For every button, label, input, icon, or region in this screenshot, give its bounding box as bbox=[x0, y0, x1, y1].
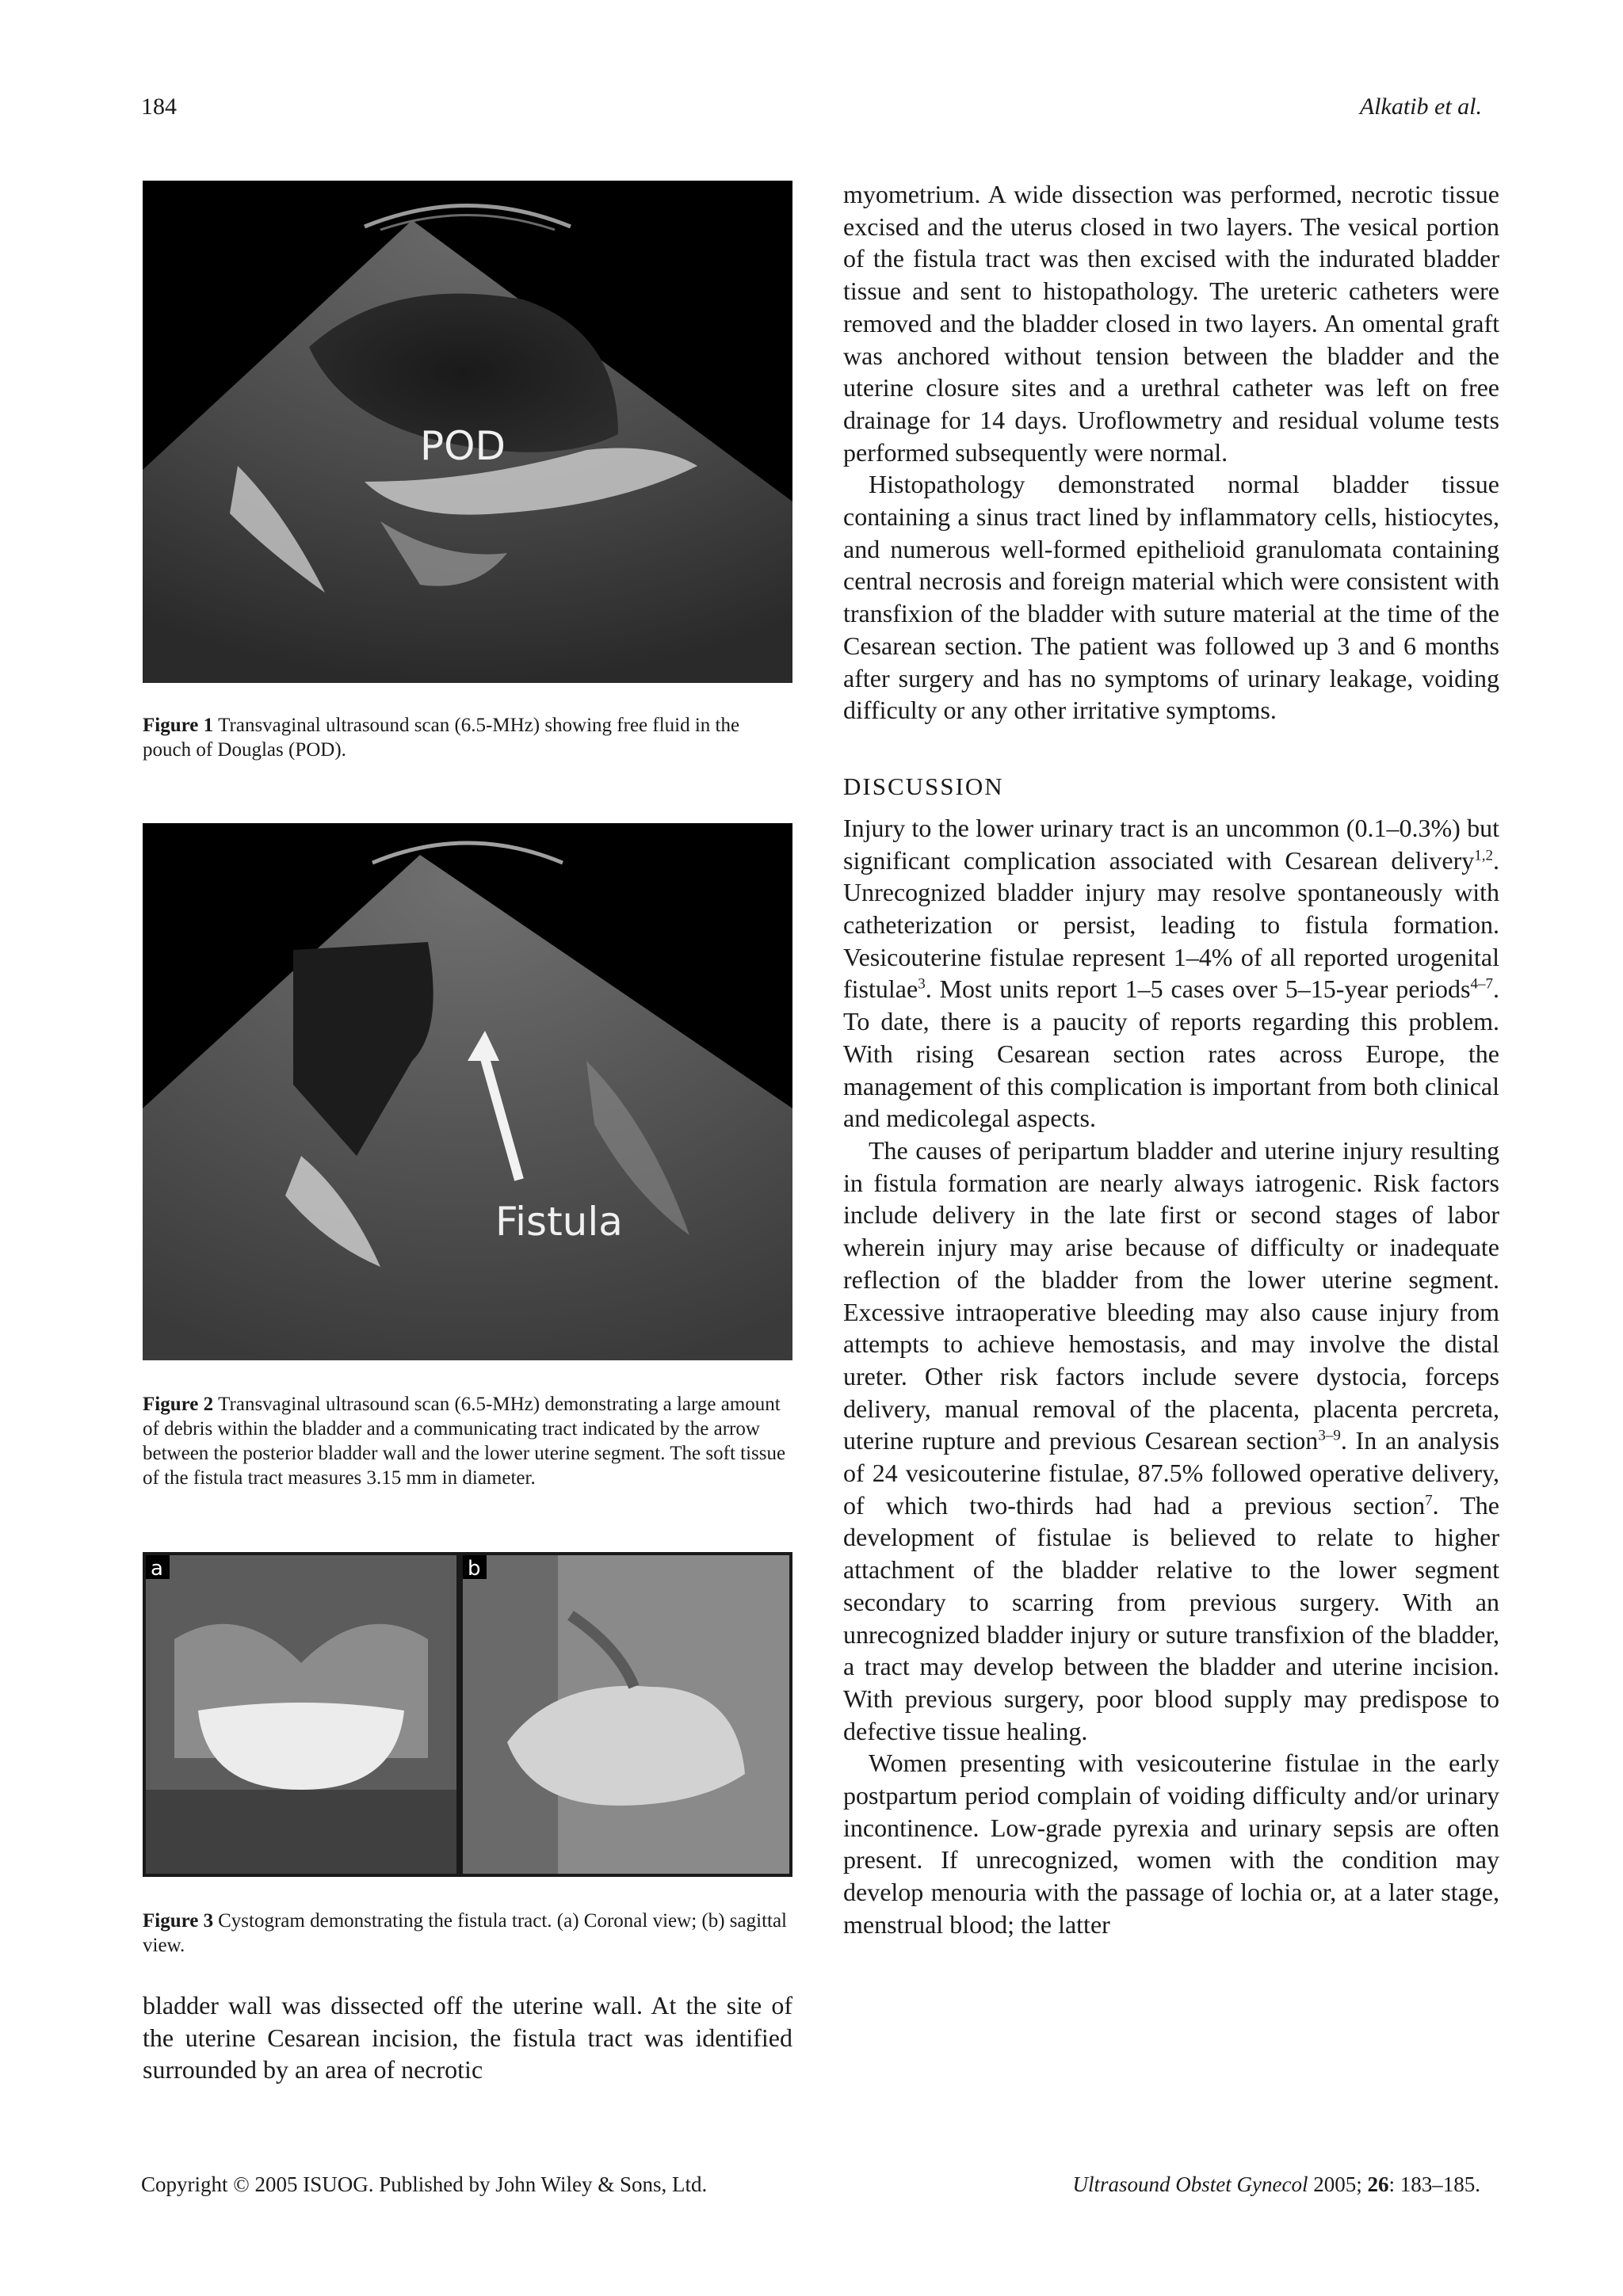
discussion-paragraph-1 bbox=[843, 812, 1499, 1135]
figure-2-caption bbox=[143, 1392, 792, 1490]
results-paragraph-1: myometrium. A wide dissection was performed, necrotic tissue excised and the uterus closed in two layers. The vesical portion of the fistula tract was then excised with the indurated bladder tissue and sent to histopathology. The ureteric catheters were removed and the bladder closed in two layers. An omental graft was anchored without tension between the bladder and the uterine closure sites and a urethral catheter was left on free drainage for 14 days. Uroflowmetry and residual volume tests performed subsequently were normal. bbox=[843, 180, 1499, 467]
citation-sup: 1,2 bbox=[1474, 847, 1493, 864]
page-footer bbox=[141, 2172, 1480, 2201]
journal-volume: 26 bbox=[1367, 2172, 1389, 2196]
discussion-p2-text-a: The causes of peripartum bladder and uterine injury resulting in fistula formation are nearly always iatrogenic. Risk factors include delivery in the late first or second stages of labor wherein injury may arise because of difficulty or inadequate reflection of the bladder from the lower uterine segment. Excessive intraoperative bleeding may also cause injury from attempts to achieve hemostasis, and may involve the distal ureter. Other risk factors include severe dystocia, forceps delivery, manual removal of the placenta, placenta percreta, uterine rupture and previous Cesarean section bbox=[843, 1135, 1499, 1455]
discussion-p1-text-c: . Most units report 1–5 cases over 5–15-year periods bbox=[925, 974, 1471, 1004]
figure-2-caption-text: Transvaginal ultrasound scan (6.5-MHz) demonstrating a large amount of debris within the bladder and a communicating tract indicated by the arrow between the posterior bladder wall and the lower uterine segment. The soft tissue of the fistula tract measures 3.15 mm in diameter. bbox=[143, 1394, 786, 1489]
left-column bbox=[143, 181, 792, 2086]
page-number: 184 bbox=[141, 93, 177, 120]
discussion-p1-text-b: . Unrecognized bladder injury may resolve spontaneously with catheterization or persist, leading to fistula formation. Vesicouterine fistulae represent 1–4% of all reported urogenital fistulae bbox=[843, 845, 1499, 1004]
citation-sup: 4–7 bbox=[1470, 975, 1493, 993]
discussion-p2-text-c: . The development of fistulae is believed to relate to higher attachment of the bladder relative to the lower segment secondary to scarring from previous surgery. With an unrecognized bladder injury or suture transfixion of the bladder, a tract may develop between the bladder and uterine incision. With previous surgery, poor blood supply may predispose to defective tissue healing. bbox=[843, 1490, 1500, 1745]
figure-1-caption bbox=[143, 713, 792, 762]
right-column bbox=[843, 178, 1499, 1941]
figure-2-image bbox=[143, 823, 792, 1360]
discussion-p2-text-b: . In an analysis of 24 vesicouterine fistulae, 87.5% followed operative delivery, of which two-thirds had had a previous section bbox=[843, 1426, 1500, 1520]
discussion-paragraph-2 bbox=[843, 1135, 1499, 1747]
journal-name: Ultrasound Obstet Gynecol bbox=[1072, 2172, 1308, 2196]
figure-1-caption-text: Transvaginal ultrasound scan (6.5-MHz) showing free fluid in the pouch of Douglas (POD). bbox=[143, 715, 740, 761]
cystogram-panels bbox=[143, 1552, 792, 1877]
discussion-heading: DISCUSSION bbox=[843, 772, 1004, 800]
figure-3-caption bbox=[143, 1909, 792, 1958]
copyright-notice: Copyright © 2005 ISUOG. Published by John Wiley & Sons, Ltd. bbox=[141, 2172, 708, 2196]
journal-year: 2005; bbox=[1313, 2172, 1362, 2196]
figure-3-image bbox=[143, 1552, 792, 1877]
results-paragraph-2: Histopathology demonstrated normal bladder tissue containing a sinus tract lined by inflammatory cells, histiocytes, and numerous well-formed epithelioid granulomata containing central necrosis and foreign material which were consistent with transfixion of the bladder with suture material at the time of the Cesarean section. The patient was followed up 3 and 6 months after surgery and has no symptoms of urinary leakage, voiding difficulty or any other irritative symptoms. bbox=[843, 470, 1499, 725]
ultrasound-pod-illustration bbox=[143, 181, 792, 683]
figure-3-label: Figure 3 bbox=[143, 1910, 214, 1932]
journal-pages: : 183–185. bbox=[1388, 2172, 1480, 2196]
citation-sup: 3 bbox=[918, 975, 926, 993]
figure-1-image bbox=[143, 181, 792, 683]
running-author: Alkatib et al. bbox=[1359, 93, 1482, 120]
fistula-label: Fistula bbox=[495, 1199, 623, 1245]
citation-sup: 7 bbox=[1425, 1492, 1433, 1509]
discussion-p1-text-a: Injury to the lower urinary tract is an uncommon (0.1–0.3%) but significant complication associated with Cesarean delivery bbox=[843, 813, 1499, 875]
citation-sup: 3–9 bbox=[1318, 1427, 1341, 1444]
panel-b-label: b bbox=[468, 1557, 481, 1581]
journal-citation bbox=[1073, 2172, 1481, 2197]
pod-label: POD bbox=[420, 423, 506, 469]
discussion-p1-text-d: . To date, there is a paucity of reports regarding this problem. With rising Cesarean section rates across Europe, the management of this complication is important from both clinical and medicolegal aspects. bbox=[843, 974, 1499, 1133]
running-head bbox=[141, 93, 1482, 125]
figure-3-caption-text: Cystogram demonstrating the fistula tract. (a) Coronal view; (b) sagittal view. bbox=[143, 1910, 787, 1956]
figure-1-label: Figure 1 bbox=[143, 715, 214, 736]
discussion-paragraph-3: Women presenting with vesicouterine fistulae in the early postpartum period complain of voiding difficulty and/or urinary incontinence. Low-grade pyrexia and urinary sepsis are often present. If unrecognized, women with the condition may develop menouria with the passage of lochia or, at a later stage, menstrual blood; the latter bbox=[843, 1749, 1499, 1939]
figure-2-label: Figure 2 bbox=[143, 1394, 214, 1415]
ultrasound-fistula-illustration bbox=[143, 823, 792, 1360]
left-column-paragraph: bladder wall was dissected off the uterine wall. At the site of the uterine Cesarean incision, the fistula tract was identified surrounded by an area of necrotic bbox=[143, 1991, 792, 2084]
panel-a-label: a bbox=[151, 1557, 163, 1581]
